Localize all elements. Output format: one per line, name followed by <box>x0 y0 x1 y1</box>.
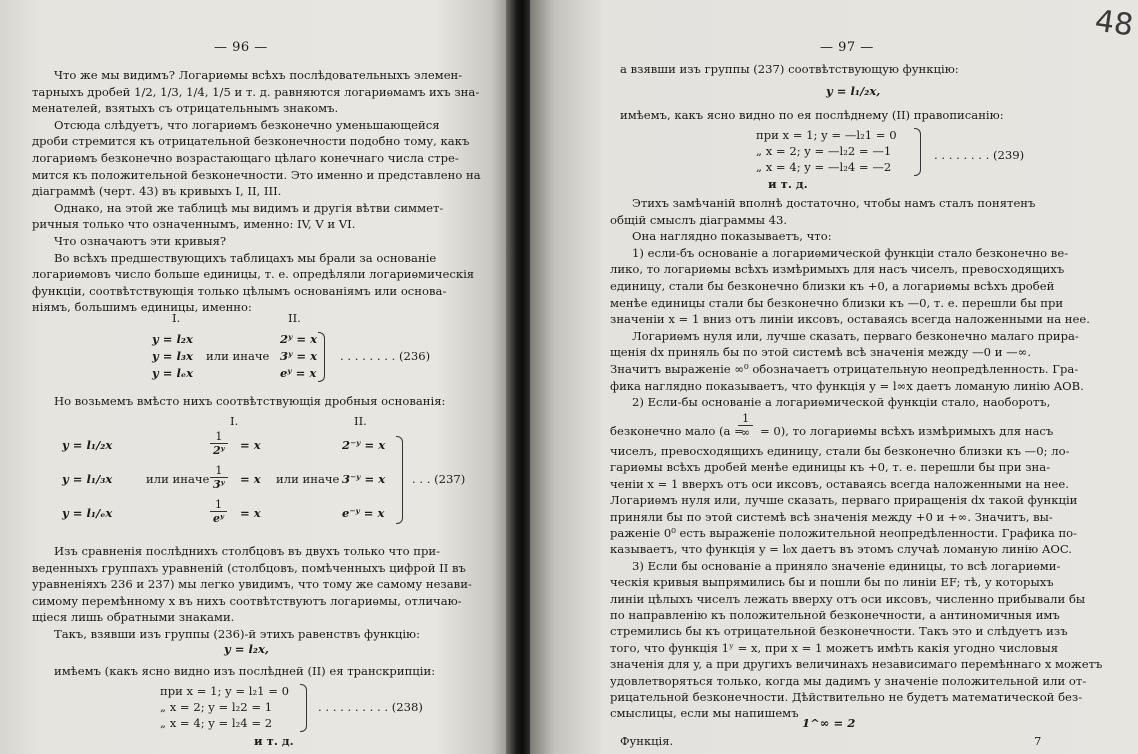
table-236-left-2: y = l₃x <box>152 349 193 363</box>
table-237-header-2: II. <box>354 414 367 428</box>
table-237-right-2: 3⁻ʸ = x <box>342 472 386 486</box>
text-line: лико, то логариѳмы всѣхъ измѣримыхъ для насъ чиселъ, превосходящихъ <box>610 262 1065 277</box>
text-line: смыслицы, если мы напишемъ <box>610 706 799 721</box>
table-238-row-3: „ x = 4; y = l₂4 = 2 <box>160 716 273 730</box>
text-line: щіеся лишь обратными знаками. <box>32 610 235 625</box>
text-line: стремились бы къ отрицательной безконечности. Такъ это и слѣдуетъ изъ <box>610 624 1068 639</box>
text-line: Логариѳмъ нуля или, лучше сказать, перваго безконечно малаго прира- <box>632 328 1079 343</box>
fraction-denominator: 2ʸ <box>213 444 225 457</box>
table-236-left-3: y = lₑx <box>152 366 193 380</box>
table-238-row-2: „ x = 2; y = l₂2 = 1 <box>160 700 273 714</box>
table-237-fraction-3 <box>210 498 227 525</box>
table-237-number: . . . (237) <box>412 472 466 486</box>
footer-title: Функція. <box>620 734 674 748</box>
text-line: Она наглядно показываетъ, что: <box>632 229 832 244</box>
text-line: Что означаютъ эти кривыя? <box>54 234 227 248</box>
text-line: Однако, на этой же таблицѣ мы видимъ и другія вѣтви симмет- <box>54 200 444 215</box>
text-line: логариѳмовъ число больше единицы, т. е. опредѣляли логариѳмическія <box>32 267 475 282</box>
text-line: Что же мы видимъ? Логариѳмы всѣхъ послѣдовательныхъ элемен- <box>54 68 463 82</box>
table-237-eq-2: = x <box>240 472 261 486</box>
table-236-right-3: eʸ = x <box>280 366 317 380</box>
table-237-right-1: 2⁻ʸ = x <box>342 438 386 452</box>
table-237-or-2: или иначе <box>276 472 340 486</box>
text-line: щенія dx приняль бы по этой системѣ всѣ значенія между —0 и —∞. <box>610 345 1032 360</box>
text-line: ченіи x = 1 вверхъ отъ оси иксовъ, оставаясь всегда наложенными на нее. <box>610 476 1069 491</box>
table-237-fraction-2 <box>210 464 228 491</box>
text-line: Такъ, взявши изъ группы (236)-й этихъ равенствъ функцію: <box>54 627 421 641</box>
fraction-one-over-infinity <box>738 412 753 439</box>
text-line: того, что функція 1ʸ = x, при x = 1 можетъ имѣть какія угодно числовыя <box>610 640 1059 655</box>
text-line: 1) если-бъ основаніе a логариѳмической функціи стало безконечно ве- <box>632 245 1069 260</box>
text-line: удовлетворяться только, когда мы дадимъ y значеніе положительной или от- <box>610 673 1087 688</box>
text-line: Изъ сравненія послѣднихъ столбцовъ въ двухъ только что при- <box>54 544 441 558</box>
table-237-or-1: или иначе <box>146 472 210 486</box>
page-number: — 96 — <box>214 40 268 55</box>
table-239-row-3: „ x = 4; y = —l₂4 = —2 <box>756 160 892 174</box>
text-line-fraction-left: безконечно мало (a = <box>610 424 744 438</box>
text-line: рицательной безконечности. Дѣйствительно не будетъ математической без- <box>610 690 1083 704</box>
text-line: линіи цѣлыхъ чиселъ лежать вверху отъ оси иксовъ, численно прибывали бы <box>610 591 1086 606</box>
text-line: ніямъ, большимъ единицы, именно: <box>32 300 252 315</box>
text-line: Этихъ замѣчаній вполнѣ достаточно, чтобы намъ сталъ понятенъ <box>632 196 1036 210</box>
table-239-brace <box>914 128 921 176</box>
table-238-etc: и т. д. <box>254 734 294 748</box>
text-line: гариѳмы всѣхъ дробей менѣе единицы къ +0, т. е. перешли бы при зна- <box>610 460 1051 475</box>
left-page <box>0 0 512 754</box>
text-line: Значитъ выраженіе ∞⁰ обозначаетъ отрицательную неопредѣленность. Гра- <box>610 362 1079 376</box>
table-236-number: . . . . . . . . (236) <box>340 349 431 363</box>
text-line: чиселъ, превосходящихъ единицу, стали бы безконечно близки къ —0; ло- <box>610 444 1070 458</box>
table-237-header-1: I. <box>230 414 239 428</box>
text-line: имѣемъ (какъ ясно видно изъ послѣдней (II) ея транскрипціи: <box>54 664 436 678</box>
fraction-numerator: 1 <box>210 464 228 478</box>
text-line: 2) Если-бы основаніе a логариѳмической функціи стало, наоборотъ, <box>632 395 1051 410</box>
text-line: общій смыслъ діаграммы 43. <box>610 212 788 227</box>
table-238-number: . . . . . . . . . . (238) <box>318 700 423 714</box>
text-line: дроби стремится къ отрицательной безконечности подобно тому, какъ <box>32 134 470 149</box>
text-line: менателей, взятыхъ съ отрицательнымъ знакомъ. <box>32 101 339 116</box>
text-line: Логариѳмъ нуля или, лучше сказать, перваго приращенія dx такой функціи <box>610 493 1078 508</box>
table-238-brace <box>300 684 307 732</box>
text-line: функціи, соотвѣтствующія только цѣлымъ основаніямъ или основа- <box>32 283 447 298</box>
footer-signature: 7 <box>1034 734 1042 748</box>
fraction-denominator: ∞ <box>741 426 751 439</box>
table-236-header-2: II. <box>288 311 301 325</box>
table-236-brace <box>318 332 325 382</box>
text-line: по направленію къ положительной безконечности, а антиномичныя имъ <box>610 608 1060 622</box>
text-line: менѣе единицы стали бы безконечно близки къ —0, т. е. перешли бы при <box>610 295 1064 310</box>
text-line: значенія для y, а при другихъ величинахъ независимаго перемѣннаго x можетъ <box>610 657 1103 672</box>
text-line: ричныя только что означеннымъ, именно: IV, V и VI. <box>32 217 356 232</box>
text-line: а взявши изъ группы (237) соотвѣтствующую функцію: <box>620 62 959 76</box>
table-236-right-1: 2ʸ = x <box>280 332 318 346</box>
table-239-row-1: при x = 1; y = —l₂1 = 0 <box>756 128 897 142</box>
text-line: Во всѣхъ предшествующихъ таблицахъ мы брали за основаніе <box>54 250 437 265</box>
text-line-fraction-right: = 0), то логариѳмы всѣхъ измѣримыхъ для насъ <box>760 424 1054 438</box>
text-line: логариѳмъ безконечно возрастающаго цѣлаго конечнаго числа стре- <box>32 151 459 165</box>
table-236-left-1: y = l₂x <box>152 332 193 346</box>
text-line: симому перемѣнному x въ нихъ соотвѣтствуютъ логариѳмы, отличаю- <box>32 593 462 608</box>
table-237-fraction-1 <box>210 430 228 457</box>
table-238-row-1: при x = 1; y = l₂1 = 0 <box>160 684 289 698</box>
text-line: уравненіяхъ 236 и 237) мы легко увидимъ, что тому же самому незави- <box>32 577 472 592</box>
text-line: 3) Если бы основаніе a приняло значеніе единицы, то всѣ логариѳми- <box>632 558 1061 573</box>
table-236-header-1: I. <box>172 311 181 325</box>
text-line: фика наглядно показываетъ, что функція y = l∞x даетъ ломаную линію AOB. <box>610 378 1084 393</box>
text-line: раженіе 0⁰ есть выраженіе положительной неопредѣленности. Графика по- <box>610 526 1078 540</box>
fraction-denominator: eʸ <box>213 512 225 525</box>
fraction-denominator: 3ʸ <box>213 478 225 491</box>
table-237-brace <box>396 436 403 524</box>
text-line: единицу, стали бы безконечно близки къ +0, а логариѳмы всѣхъ дробей <box>610 279 1055 293</box>
table-237-left-1: y = l₁/₂x <box>62 438 113 452</box>
table-239-row-2: „ x = 2; y = —l₂2 = —1 <box>756 144 892 158</box>
text-line: казываетъ, что функція y = l₀x даетъ въ этомъ случаѣ ломаную линію AOC. <box>610 542 1072 557</box>
text-line: имѣемъ, какъ ясно видно по ея послѣднему (II) правописанію: <box>620 108 1004 122</box>
text-line: значеніи x = 1 вниз отъ линіи иксовъ, оставаясь всегда наложенными на нее. <box>610 312 1090 327</box>
fraction-numerator: 1 <box>210 430 228 444</box>
fraction-numerator: 1 <box>210 498 227 512</box>
table-236-right-2: 3ʸ = x <box>280 349 318 363</box>
text-line: Но возьмемъ вмѣсто нихъ соотвѣтствующія дробныя основанія: <box>54 394 446 408</box>
page-number: — 97 — <box>820 40 874 55</box>
function-238: y = l₂x, <box>224 642 269 656</box>
table-237-right-3: e⁻ʸ = x <box>342 506 385 520</box>
table-239-number: . . . . . . . . (239) <box>934 148 1025 162</box>
table-237-eq-1: = x <box>240 438 261 452</box>
text-line: діаграммѣ (черт. 43) въ кривыхъ I, II, III. <box>32 184 282 199</box>
function-239: y = l₁/₂x, <box>826 84 881 98</box>
text-line: мится къ положительной безконечности. Это именно и представлено на <box>32 167 481 182</box>
handwritten-page-mark: 48 <box>1092 3 1136 44</box>
table-236-or: или иначе <box>206 349 270 363</box>
text-line: Отсюда слѣдуетъ, что логариѳмъ безконечно уменьшающейся <box>54 117 440 132</box>
right-page <box>530 0 1138 754</box>
table-239-etc: и т. д. <box>768 177 808 191</box>
text-line: веденныхъ группахъ уравненій (столбцовъ, помѣченныхъ цифрой II въ <box>32 560 466 575</box>
final-equation: 1^∞ = 2 <box>802 716 856 730</box>
text-line: ческія кривыя выпрямились бы и пошли бы по линіи EF; тѣ, у которыхъ <box>610 575 1054 590</box>
text-line: тарныхъ дробей 1/2, 1/3, 1/4, 1/5 и т. д. равняются логариѳмамъ ихъ зна- <box>32 84 480 99</box>
table-237-left-3: y = l₁/ₑx <box>62 506 113 520</box>
text-line: приняли бы по этой системѣ всѣ значенія между +0 и +∞. Значитъ, вы- <box>610 509 1053 524</box>
fraction-numerator: 1 <box>738 412 753 426</box>
table-237-left-2: y = l₁/₃x <box>62 472 113 486</box>
table-237-eq-3: = x <box>240 506 261 520</box>
